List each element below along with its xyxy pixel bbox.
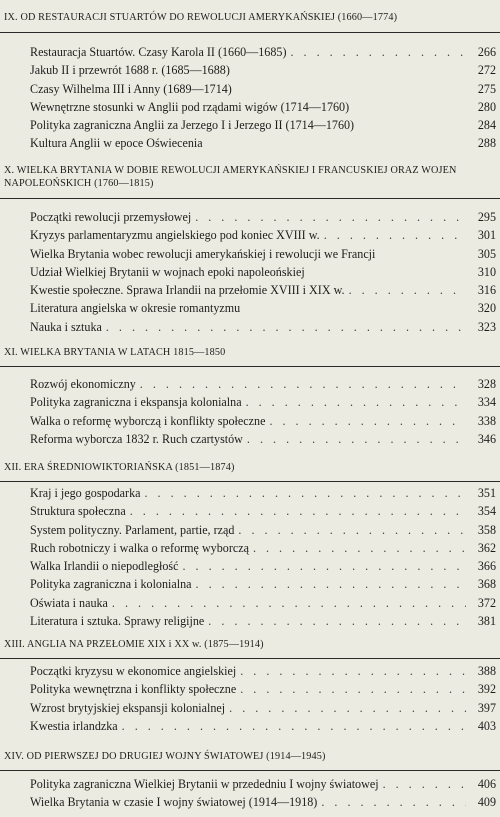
toc-entry[interactable]	[30, 281, 500, 299]
entry-page: 388	[477, 664, 496, 678]
entry-title: Ruch robotniczy i walka o reformę wyborczą	[30, 540, 249, 555]
toc-entry[interactable]	[30, 557, 500, 575]
entry-page: 366	[477, 559, 496, 574]
toc-entries	[30, 775, 500, 812]
dot-leader	[204, 612, 466, 630]
toc-entries	[30, 43, 500, 153]
dot-leader	[379, 775, 466, 793]
dot-leader	[192, 575, 466, 593]
toc-entries	[30, 484, 500, 630]
entry-title: Polityka zagraniczna Wielkiej Brytanii w przededniu I wojny światowej	[30, 777, 379, 791]
dot-leader	[234, 521, 466, 539]
toc-entry[interactable]	[30, 134, 500, 152]
entry-title: Walka o reformę wyborczą i konflikty społeczne	[30, 413, 266, 428]
entry-title: Polityka zagraniczna i kolonialna	[30, 577, 192, 592]
toc-entry[interactable]	[30, 680, 500, 698]
dot-leader	[236, 662, 466, 680]
entry-page: 381	[477, 614, 496, 629]
section-heading: XIII. ANGLIA NA PRZEŁOMIE XIX i XX w. (1875—1914)	[4, 639, 264, 650]
toc-entry[interactable]	[30, 318, 500, 336]
dot-leader	[320, 226, 466, 244]
dot-leader	[102, 318, 466, 336]
toc-entries	[30, 662, 500, 735]
entry-title: Początki kryzysu w ekonomice angielskiej	[30, 664, 237, 678]
dot-leader	[345, 281, 466, 299]
entry-title: Kultura Anglii w epoce Oświecenia	[30, 136, 203, 151]
toc-entry[interactable]	[30, 662, 500, 680]
entry-title: Czasy Wilhelma III i Anny (1689—1714)	[30, 81, 232, 96]
dot-leader	[236, 680, 466, 698]
section-heading: XI. WIELKA BRYTANIA W LATACH 1815—1850	[4, 347, 226, 358]
toc-entry[interactable]	[30, 521, 500, 539]
section-divider	[0, 770, 500, 771]
dot-leader	[317, 793, 466, 811]
entry-title: Polityka zagraniczna i ekspansja kolonialna	[30, 395, 242, 410]
toc-entry[interactable]	[30, 245, 500, 263]
entry-page: 392	[477, 682, 496, 697]
entry-page: 280	[477, 99, 496, 114]
entry-page: 316	[477, 283, 496, 298]
dot-leader	[242, 393, 466, 411]
toc-entry[interactable]	[30, 539, 500, 557]
entry-title: Polityka zagraniczna Anglii za Jerzego I i Jerzego II (1714—1760)	[30, 118, 355, 133]
dot-leader	[141, 484, 467, 502]
entry-page: 328	[477, 377, 496, 391]
toc-entry[interactable]	[30, 375, 500, 393]
entry-page: 368	[477, 577, 496, 592]
dot-leader	[249, 539, 466, 557]
toc-entry[interactable]	[30, 575, 500, 593]
dot-leader	[265, 412, 466, 430]
section-divider	[0, 32, 500, 33]
entry-page: 295	[477, 210, 496, 224]
dot-leader	[108, 594, 466, 612]
toc-entry[interactable]	[30, 208, 500, 226]
section-heading: XII. ERA ŚREDNIOWIKTORIAŃSKA (1851—1874)	[4, 462, 235, 473]
entry-title: Literatura angielska w okresie romantyzmu	[30, 301, 241, 316]
entry-page: 310	[477, 264, 496, 279]
entry-title: Reforma wyborcza 1832 r. Ruch czartystów	[30, 431, 243, 446]
entry-page: 406	[477, 777, 496, 791]
dot-leader	[225, 699, 466, 717]
entry-title: Walka Irlandii o niepodległość	[30, 559, 179, 574]
entry-page: 272	[477, 63, 496, 78]
toc-entry[interactable]	[30, 263, 500, 281]
entry-page: 334	[477, 395, 496, 410]
section-divider	[0, 198, 500, 199]
toc-entry[interactable]	[30, 717, 500, 735]
toc-entry[interactable]	[30, 226, 500, 244]
dot-leader	[243, 430, 466, 448]
section-heading: IX. OD RESTAURACJI STUARTÓW DO REWOLUCJI AMERYKAŃSKIEJ (1660—1774)	[4, 12, 398, 23]
toc-entry[interactable]	[30, 80, 500, 98]
entry-title: Struktura społeczna	[30, 504, 126, 519]
toc-entry[interactable]	[30, 793, 500, 811]
entry-page: 403	[477, 718, 496, 733]
entry-page: 320	[477, 301, 496, 316]
toc-entries	[30, 208, 500, 336]
entry-title: Kryzys parlamentaryzmu angielskiego pod koniec XVIII w.	[30, 228, 320, 243]
toc-entry[interactable]	[30, 612, 500, 630]
entry-page: 266	[477, 45, 496, 59]
toc-entry[interactable]	[30, 393, 500, 411]
entry-title: Rozwój ekonomiczny	[30, 377, 136, 391]
toc-entry[interactable]	[30, 775, 500, 793]
toc-entry[interactable]	[30, 116, 500, 134]
entry-title: Nauka i sztuka	[30, 319, 102, 334]
toc-entry[interactable]	[30, 299, 500, 317]
entry-title: Wielka Brytania w czasie I wojny światowej (1914—1918)	[30, 795, 318, 810]
dot-leader	[126, 502, 466, 520]
toc-entry[interactable]	[30, 43, 500, 61]
entry-title: Wielka Brytania wobec rewolucji amerykańskiej i rewolucji we Francji	[30, 246, 376, 261]
entry-title: Kwestie społeczne. Sprawa Irlandii na przełomie XVIII i XIX w.	[30, 283, 345, 298]
entry-page: 372	[477, 595, 496, 610]
entry-page: 351	[477, 486, 496, 500]
dot-leader	[286, 43, 466, 61]
toc-entry[interactable]	[30, 61, 500, 79]
entry-title: Wewnętrzne stosunki w Anglii pod rządami wigów (1714—1760)	[30, 99, 350, 114]
entry-page: 288	[477, 136, 496, 151]
entry-page: 346	[477, 431, 496, 446]
entry-title: Jakub II i przewrót 1688 r. (1685—1688)	[30, 63, 230, 78]
dot-leader	[191, 208, 466, 226]
entry-page: 275	[477, 81, 496, 96]
section-divider	[0, 658, 500, 659]
entry-title: Literatura i sztuka. Sprawy religijne	[30, 614, 205, 629]
entry-title: Początki rewolucji przemysłowej	[30, 210, 192, 224]
section-divider	[0, 481, 500, 482]
section-heading: XIV. OD PIERWSZEJ DO DRUGIEJ WOJNY ŚWIATOWEJ (1914—1945)	[4, 751, 326, 762]
entry-title: Wzrost brytyjskiej ekspansji kolonialnej	[30, 700, 226, 715]
entry-title: Kraj i jego gospodarka	[30, 486, 141, 500]
section-heading: X. WIELKA BRYTANIA W DOBIE REWOLUCJI AMERYKAŃSKIEJ I FRANCUSKIEJ ORAZ WOJEN NAPOLEOŃSKICH (1760—1815)	[4, 165, 457, 189]
entry-title: Kwestia irlandzka	[30, 718, 118, 733]
dot-leader	[178, 557, 466, 575]
toc-entry[interactable]	[30, 430, 500, 448]
entry-title: Oświata i nauka	[30, 595, 108, 610]
entry-page: 301	[477, 228, 496, 243]
entry-title: System polityczny. Parlament, partie, rząd	[30, 522, 235, 537]
entry-page: 358	[477, 522, 496, 537]
entry-page: 323	[477, 319, 496, 334]
entry-page: 397	[477, 700, 496, 715]
toc-entry[interactable]	[30, 412, 500, 430]
toc-entry[interactable]	[30, 594, 500, 612]
entry-title: Restauracja Stuartów. Czasy Karola II (1660—1685)	[30, 45, 287, 59]
entry-title: Udział Wielkiej Brytanii w wojnach epoki napoleońskiej	[30, 264, 305, 279]
entry-page: 338	[477, 413, 496, 428]
toc-entry[interactable]	[30, 484, 500, 502]
toc-entry[interactable]	[30, 502, 500, 520]
toc-entry[interactable]	[30, 699, 500, 717]
dot-leader	[118, 717, 466, 735]
toc-entry[interactable]	[30, 98, 500, 116]
toc-entries	[30, 375, 500, 448]
section-divider	[0, 366, 500, 367]
entry-page: 354	[477, 504, 496, 519]
entry-page: 284	[477, 118, 496, 133]
entry-page: 305	[477, 246, 496, 261]
entry-title: Polityka wewnętrzna i konflikty społeczne	[30, 682, 237, 697]
entry-page: 362	[477, 540, 496, 555]
dot-leader	[136, 375, 466, 393]
entry-page: 409	[477, 795, 496, 810]
